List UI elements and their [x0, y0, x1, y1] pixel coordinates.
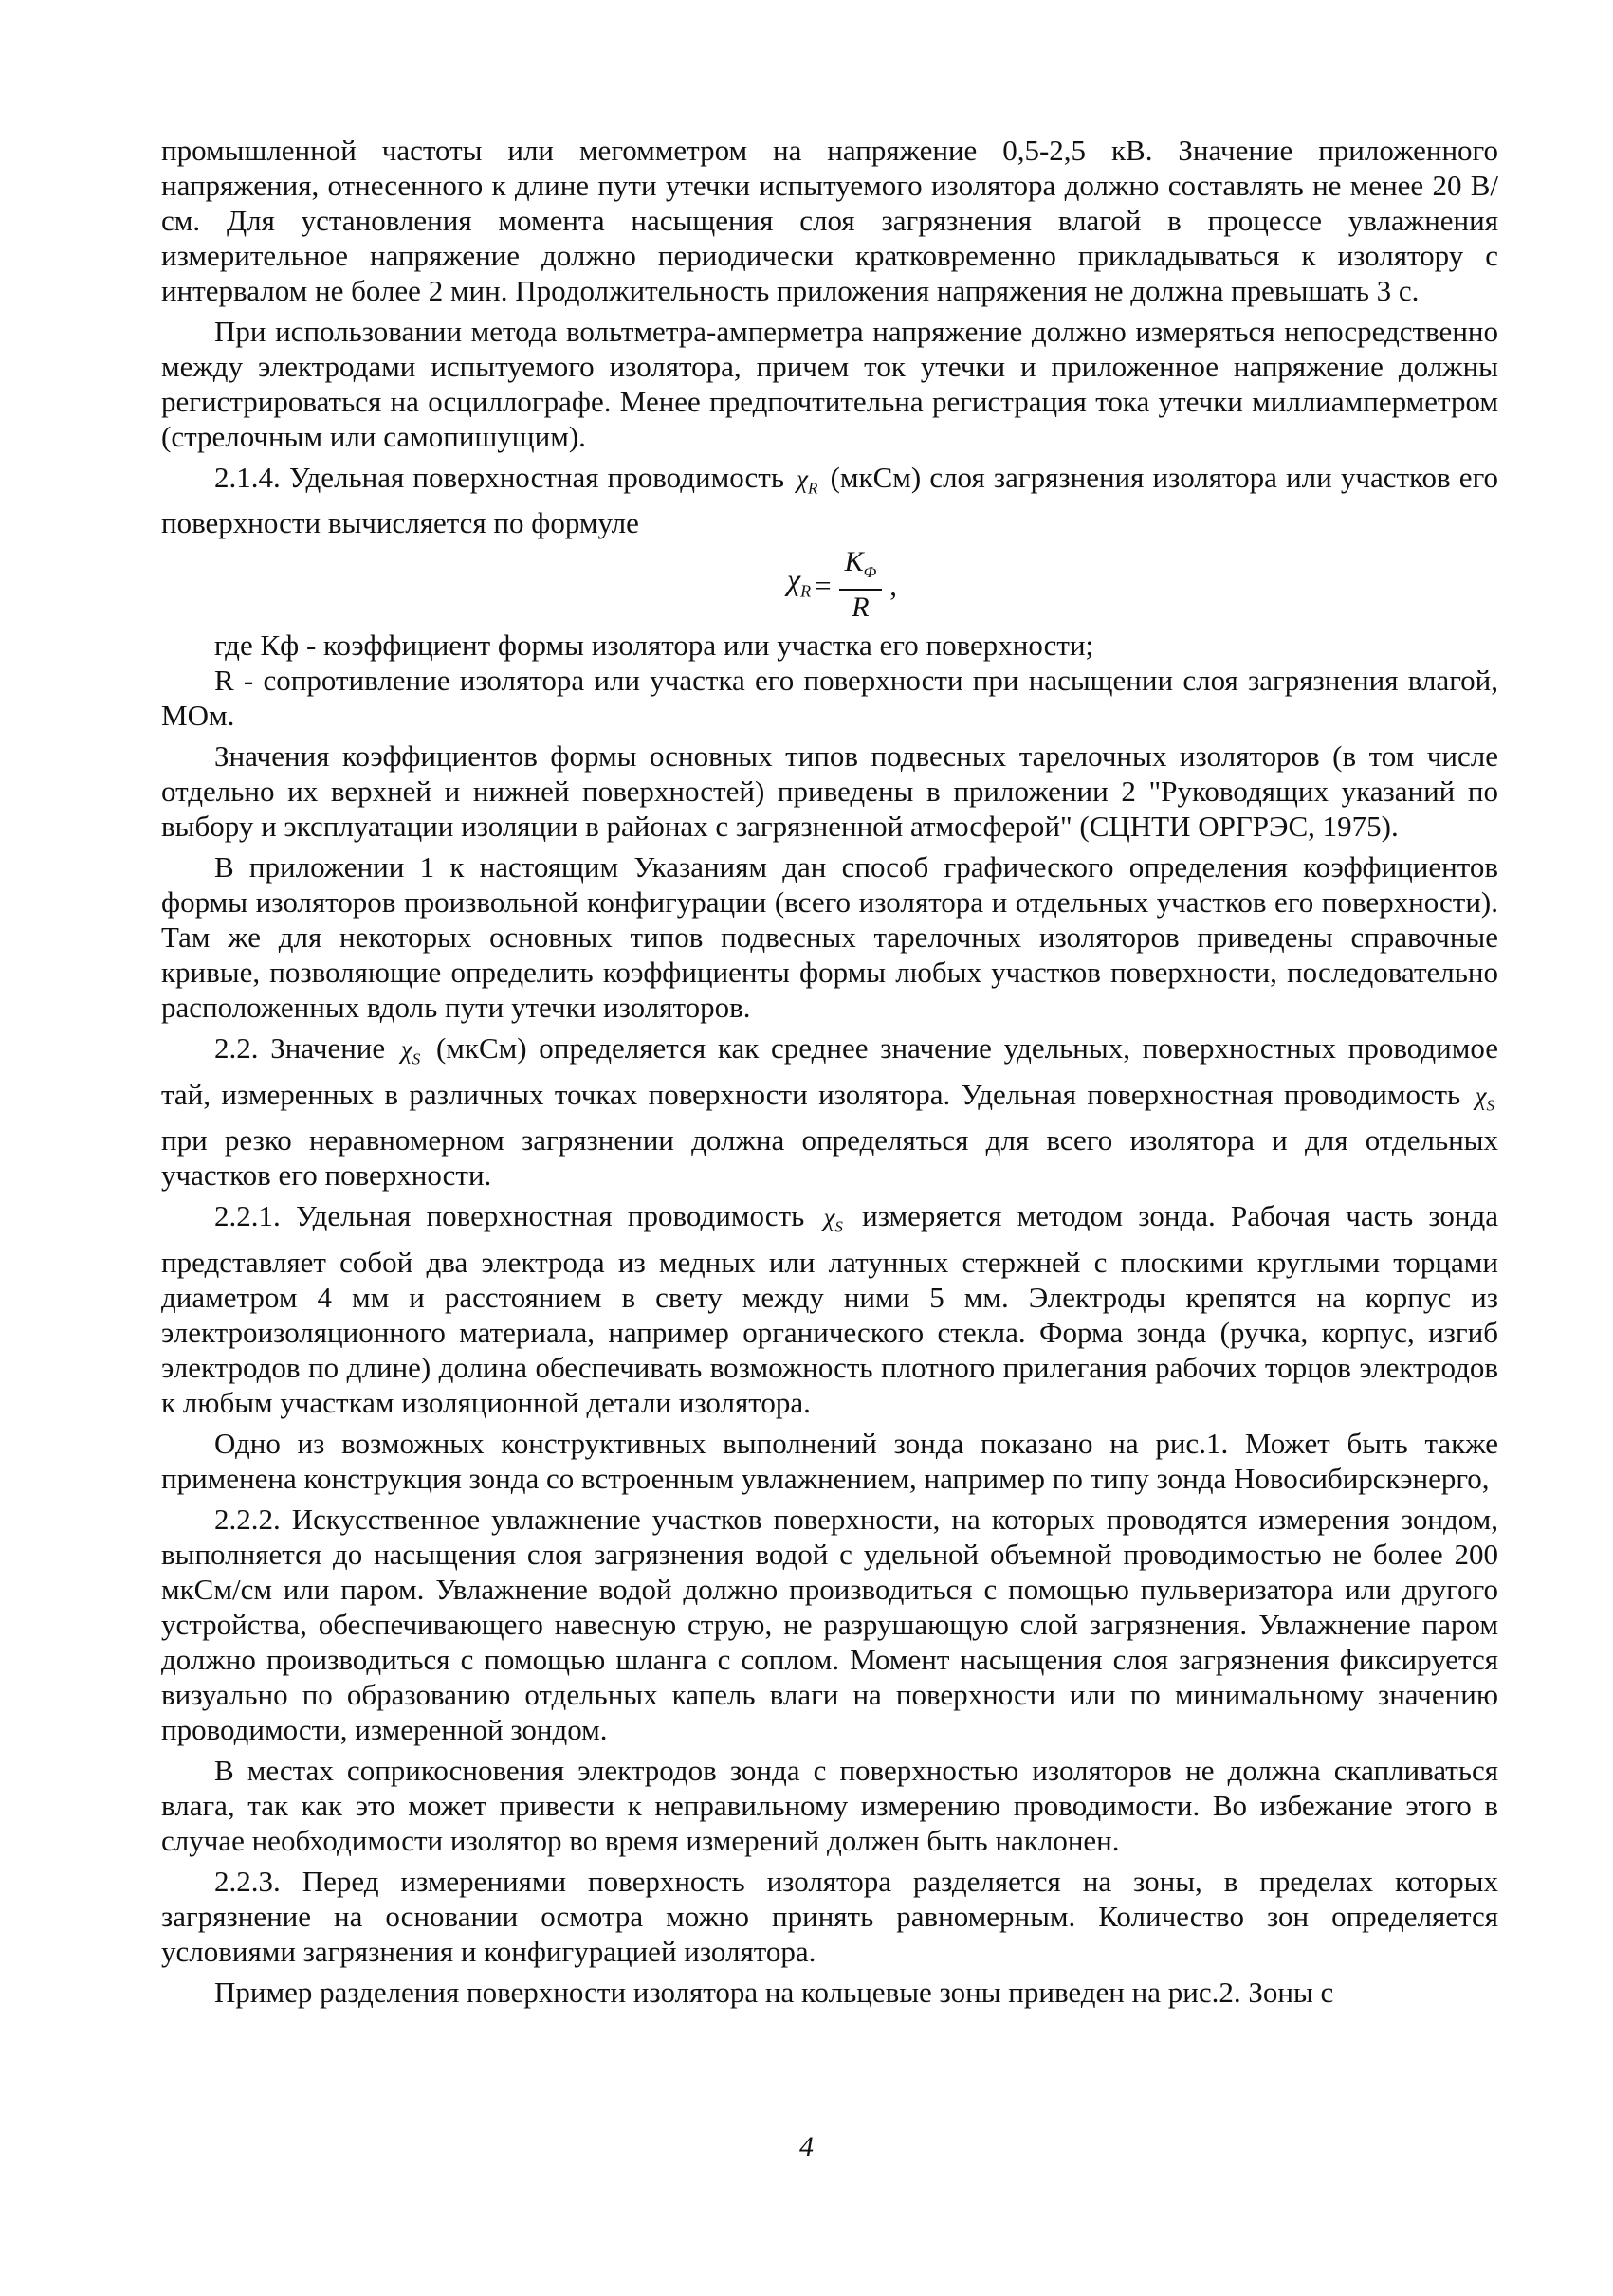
chi-letter: χ	[1475, 1081, 1487, 1110]
chi-s-symbol	[1475, 1081, 1494, 1115]
chi-letter: χ	[823, 1203, 835, 1232]
chi-subscript-r: R	[808, 479, 818, 498]
conductivity-formula	[161, 546, 1498, 624]
p3-text-a: 2.1.4. Удельная поверхностная проводимость	[214, 461, 784, 494]
document-page	[161, 133, 1498, 2010]
p8-text-b: (мкСм) определяется как среднее значение удельных, поверхностных проводимое тай, измеренных в различных точках поверхности изолятора. Удельная поверхностная проводимость	[161, 1031, 1498, 1111]
chi-subscript-s: S	[1486, 1096, 1494, 1115]
paragraph-p1: промышленной частоты или мегомметром на напряжение 0,5-2,5 кВ. Значение приложенного напряжения, отнесенного к длине пути утечки испытуемого изолятора должно составлять не менее 20 В/см. Для установления момента насыщения слоя загрязнения влагой в процессе увлажнения измерительное напряжение должно периодически кратковременно прикладываться к изолятору с интервалом не более 2 мин. Продолжительность приложения напряжения не должна превышать 3 с.	[161, 134, 1498, 307]
paragraph-p8	[161, 1030, 1498, 1193]
paragraph-p9	[161, 1198, 1498, 1419]
page-number: 4	[799, 2131, 814, 2162]
chi-s-symbol	[823, 1203, 843, 1236]
chi-letter: χ	[400, 1035, 412, 1065]
paragraph-p14: Пример разделения поверхности изолятора на кольцевые зоны приведен на рис.2. Зоны с	[214, 1975, 1334, 2009]
formula-lhs-sub: R	[800, 581, 812, 601]
p3-text-b: (мкСм) слоя загрязнения изолятора или участков его поверхности вычисляется по формуле	[161, 461, 1499, 540]
formula-lhs	[787, 562, 811, 609]
paragraph-p4: где Кф - коэффициент формы изолятора или участка его поверхности;	[214, 629, 1094, 663]
formula-lhs-letter: χ	[787, 561, 801, 596]
chi-s-symbol	[400, 1035, 421, 1068]
p8-text-c: при резко неравномерном загрязнении должна определяться для всего изолятора и для отдельных участков его поверхности.	[161, 1123, 1498, 1193]
p9-text-b: измеряется методом зонда. Рабочая часть зонда представляет собой два электрода из медных или латунных стержней с плоскими круглыми торцами диаметром 4 мм и расстоянием в свету между ними 5 мм. Электроды крепятся на корпус из электроизоляционного материала, например органического стекла. Форма зонда (ручка, корпус, изгиб электродов по длине) долина обеспечивать возможность плотного прилегания рабочих торцов электродов к любым участкам изоляционной детали изолятора.	[161, 1199, 1499, 1419]
p8-text-a: 2.2. Значение	[214, 1031, 386, 1066]
paragraph-p2: При использовании метода вольтметра-амперметра напряжение должно измеряться непосредственно между электродами испытуемого изолятора, причем ток утечки и приложенное напряжение должны регистрироваться на осциллографе. Менее предпочтительна регистрация тока утечки миллиамперметром (стрелочным или самопишущим).	[161, 315, 1498, 453]
paragraph-p13: 2.2.3. Перед измерениями поверхность изолятора разделяется на зоны, в пределах которых загрязнение на основании осмотра можно принять равномерным. Количество зон определяется условиями загрязнения и конфигурацией изолятора.	[161, 1864, 1498, 1968]
paragraph-p12: В местах соприкосновения электродов зонда с поверхностью изоляторов не должна скапливаться влага, так как это может привести к неправильному измерению проводимости. Во избежание этого в случае необходимости изолятор во время измерений должен быть наклонен.	[161, 1753, 1498, 1857]
chi-r-symbol	[797, 465, 818, 498]
p9-text-a: 2.2.1. Удельная поверхностная проводимость	[214, 1199, 805, 1233]
paragraph-p11: 2.2.2. Искусственное увлажнение участков поверхности, на которых проводятся измерения зондом, выполняется до насыщения слоя загрязнения водой с удельной объемной проводимостью не более 200 мкСм/см или паром. Увлажнение водой должно производиться с помощью пульверизатора или другого устройства, обеспечивающего навесную струю, не разрушающую слой загрязнения. Увлажнение паром должно производиться с помощью шланга с соплом. Момент насыщения слоя загрязнения фиксируется визуально по образованию отдельных капель влаги на поверхности или по минимальному значению проводимости, измеренной зондом.	[161, 1502, 1498, 1746]
formula-num-sub: Ф	[863, 563, 877, 582]
chi-subscript-s: S	[412, 1049, 421, 1068]
formula-comma: ,	[889, 568, 897, 602]
paragraph-p10: Одно из возможных конструктивных выполнений зонда показано на рис.1. Может быть также применена конструкция зонда со встроенным увлажнением, например по типу зонда Новосибирскэнерго,	[161, 1426, 1498, 1495]
chi-letter: χ	[797, 465, 809, 493]
formula-num-letter: K	[844, 546, 864, 578]
paragraph-p3	[161, 460, 1498, 540]
formula-numerator	[839, 547, 883, 591]
formula-denominator: R	[852, 592, 870, 624]
formula-equals: =	[815, 568, 832, 602]
chi-subscript-s: S	[834, 1217, 843, 1236]
paragraph-p6: Значения коэффициентов формы основных типов подвесных тарелочных изоляторов (в том числе отдельно их верхней и нижней поверхностей) приведены в приложении 2 "Руководящих указаний по выбору и эксплуатации изоляции в районах с загрязненной атмосферой" (СЦНТИ ОРГРЭС, 1975).	[161, 739, 1498, 844]
paragraph-p7: В приложении 1 к настоящим Указаниям дан способ графического определения коэффициентов формы изоляторов произвольной конфигурации (всего изолятора и отдельных участков его поверхности). Там же для некоторых основных типов подвесных тарелочных изоляторов приведены справочные кривые, позволяющие определить коэффициенты формы любых участков поверхности, последовательно расположенных вдоль пути утечки изоляторов.	[161, 850, 1498, 1025]
paragraph-p5: R - сопротивление изолятора или участка его поверхности при насыщении слоя загрязнения влагой, МОм.	[161, 664, 1498, 733]
formula-fraction	[839, 547, 883, 623]
